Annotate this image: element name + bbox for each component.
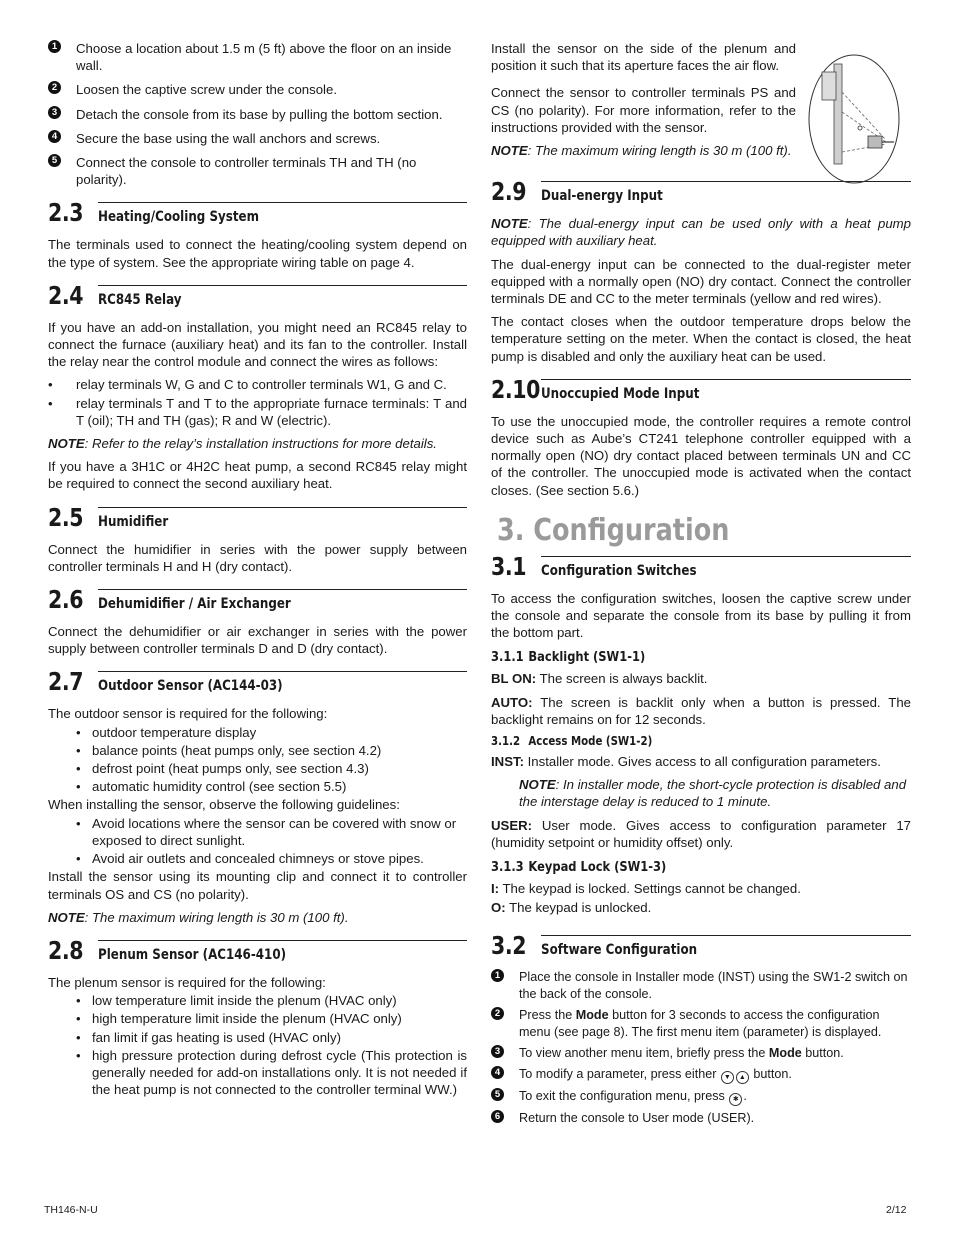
- step-4-icon: 4: [491, 1066, 504, 1079]
- section-number: 2.5: [48, 502, 84, 532]
- list-item: 5 To exit the configuration menu, press ✱ .: [491, 1088, 911, 1106]
- list-item: • high temperature limit inside the plenum (HVAC only): [48, 1010, 467, 1027]
- step-1-icon: 1: [491, 969, 504, 982]
- paragraph: Install the sensor using its mounting clip and connect it to controller terminals OS and CS (no polarity).: [48, 869, 467, 902]
- section-number: 2.10: [491, 374, 540, 404]
- section-2-5-heading: [48, 502, 467, 532]
- bullet-list: [48, 724, 467, 796]
- left-column: [48, 40, 467, 1104]
- section-2-6-heading: [48, 587, 467, 613]
- section-title: RC845 Relay: [98, 291, 182, 308]
- list-item: • relay terminals T and T to the appropriate furnace terminals: T and T (oil); TH and TH (gas); R and W (electric).: [48, 395, 467, 429]
- paragraph: Connect the humidifier in series with the power supply between controller terminals H and H (dry contact).: [48, 541, 467, 574]
- bullet-list: [48, 815, 467, 868]
- paragraph: If you have an add-on installation, you might need an RC845 relay to connect the furnace (auxiliary heat) and its fan to the controller. Install the relay near the control module and connect the wires as follows:: [48, 319, 467, 370]
- section-2-7-heading: [48, 669, 467, 695]
- paragraph: The contact closes when the outdoor temperature drops below the temperature setting on the meter. When the contact is closed, the heat pump is disabled and only the auxiliary heat can be used.: [491, 314, 911, 364]
- list-item: 1 Place the console in Installer mode (INST) using the SW1-2 switch on the back of the console.: [491, 969, 911, 1003]
- section-title: Unoccupied Mode Input: [541, 385, 700, 402]
- list-item: • high pressure protection during defrost cycle (This protection is generally needed for add-on installations only. It is not needed if the heat pump is not connected to the controller terminal WW.): [48, 1047, 467, 1099]
- paragraph: If you have a 3H1C or 4H2C heat pump, a second RC845 relay might be required to connect the second auxiliary heat.: [48, 459, 467, 492]
- list-item: 3 To view another menu item, briefly press the Mode button.: [491, 1045, 911, 1062]
- paragraph: BL ON: The screen is always backlit.: [491, 671, 708, 687]
- paragraph: O: The keypad is unlocked.: [491, 900, 652, 916]
- section-number: 3.2: [491, 930, 527, 960]
- list-item: • Avoid air outlets and concealed chimneys or stove pipes.: [48, 850, 467, 867]
- subsection-heading: 3.1.3 Keypad Lock (SW1-3): [491, 859, 667, 876]
- section-title: Dual-energy Input: [541, 188, 663, 205]
- paragraph: Connect the dehumidifier or air exchanger in series with the power supply between controller terminals D and D (dry contact).: [48, 624, 467, 657]
- section-number: 2.7: [48, 667, 84, 697]
- list-item: • fan limit if gas heating is used (HVAC only): [48, 1029, 467, 1046]
- list-item: • automatic humidity control (see section 5.5): [48, 778, 467, 795]
- paragraph: To use the unoccupied mode, the controller requires a remote control device such as Aube’s CT241 telephone controller equipped with a normally open (NO) dry contact placed between terminals UN and CC of the controller. The unoccupied mode is activated when the contact closes. (See section 5.6.): [491, 413, 911, 498]
- step-4-icon: 4: [48, 130, 61, 143]
- paragraph: The outdoor sensor is required for the following:: [48, 706, 328, 722]
- step-1-icon: 1: [48, 40, 61, 53]
- paragraph: The terminals used to connect the heating/cooling system depend on the type of system. See the appropriate wiring table on page 4.: [48, 237, 467, 270]
- step-5-icon: 5: [491, 1088, 504, 1101]
- subsection-heading: 3.1.1 Backlight (SW1-1): [491, 649, 646, 666]
- list-item: • relay terminals W, G and C to controller terminals W1, G and C.: [48, 376, 467, 393]
- note: NOTE: In installer mode, the short-cycle protection is disabled and the interstage delay is reduced to 1 minute.: [519, 777, 907, 810]
- down-arrow-icon: ▼: [721, 1071, 734, 1084]
- paragraph: AUTO: The screen is backlit only when a button is pressed. The backlight remains on for 12 seconds.: [491, 694, 911, 727]
- list-item: • defrost point (heat pumps only, see section 4.3): [48, 760, 467, 777]
- step-2-icon: 2: [491, 1007, 504, 1020]
- step-5-icon: 5: [48, 154, 61, 167]
- section-title: Plenum Sensor (AC146-410): [98, 946, 287, 963]
- list-item: 2 Press the Mode button for 3 seconds to access the configuration menu (see page 8). The first menu item (parameter) is displayed.: [491, 1007, 911, 1041]
- list-item: 4 To modify a parameter, press either ▼ ▲ button.: [491, 1066, 911, 1084]
- chapter-title: 3. Configuration: [497, 512, 730, 548]
- plenum-sensor-illustration: [806, 52, 902, 186]
- paragraph: The dual-energy input can be connected to the dual-register meter equipped with a normally open (NO) dry contact. Connect the controller terminals DE and CC to the meter terminals (yellow and red wires).: [491, 256, 911, 307]
- list-item: 4 Secure the base using the wall anchors and screws.: [48, 130, 467, 147]
- step-3-icon: 3: [491, 1045, 504, 1058]
- section-title: Outdoor Sensor (AC144-03): [98, 678, 283, 695]
- section-number: 2.9: [491, 177, 527, 207]
- right-column: [491, 40, 911, 1131]
- step-2-icon: 2: [48, 81, 61, 94]
- list-item: 1 Choose a location about 1.5 m (5 ft) above the floor on an inside wall.: [48, 40, 467, 74]
- paragraph: Install the sensor on the side of the plenum and position it such that its aperture faces the air flow.: [491, 41, 796, 74]
- list-item: • low temperature limit inside the plenum (HVAC only): [48, 992, 467, 1009]
- section-title: Heating/Cooling System: [98, 209, 259, 226]
- section-number: 3.1: [491, 551, 527, 581]
- section-title: Dehumidifier / Air Exchanger: [98, 596, 291, 613]
- paragraph: USER: User mode. Gives access to configuration parameter 17 (humidity setpoint or humidity offset) only.: [491, 817, 911, 850]
- paragraph: When installing the sensor, observe the following guidelines:: [48, 797, 400, 813]
- up-arrow-icon: ▲: [736, 1071, 749, 1084]
- list-item: 5 Connect the console to controller terminals TH and TH (no polarity).: [48, 154, 467, 188]
- list-item: • balance points (heat pumps only, see section 4.2): [48, 742, 467, 759]
- note: NOTE: The maximum wiring length is 30 m (100 ft).: [491, 143, 792, 159]
- section-2-8-heading: [48, 935, 467, 965]
- footer-doc-code: TH146-N-U: [44, 1204, 98, 1216]
- list-item: 3 Detach the console from its base by pulling the bottom section.: [48, 106, 467, 123]
- list-item: • outdoor temperature display: [48, 724, 467, 741]
- subsection-heading: 3.1.2 Access Mode (SW1-2): [491, 734, 653, 749]
- paragraph: Connect the sensor to controller terminals PS and CS (no polarity). For more information, refer to the instructions provided with the sensor.: [491, 85, 796, 135]
- section-2-4-heading: [48, 280, 467, 310]
- note: NOTE: The maximum wiring length is 30 m (100 ft).: [48, 909, 349, 925]
- footer-page-number: 2/12: [886, 1204, 907, 1216]
- section-2-10-heading: [491, 374, 911, 404]
- section-number: 2.6: [48, 585, 84, 615]
- install-steps: [48, 40, 467, 188]
- plenum-intro: [491, 40, 911, 159]
- bullet-list: [48, 376, 467, 429]
- settings-icon: ✱: [729, 1093, 742, 1106]
- section-number: 2.8: [48, 935, 84, 965]
- paragraph: To access the configuration switches, loosen the captive screw under the console and separate the console from its base by pulling it from the bottom part.: [491, 590, 911, 641]
- step-3-icon: 3: [48, 106, 61, 119]
- section-2-3-heading: [48, 200, 467, 226]
- software-config-steps: [491, 969, 911, 1127]
- paragraph: The plenum sensor is required for the following:: [48, 974, 326, 990]
- section-number: 2.3: [48, 198, 84, 228]
- list-item: 6 Return the console to User mode (USER).: [491, 1110, 911, 1127]
- section-3-1-heading: [491, 551, 911, 581]
- section-title: Configuration Switches: [541, 562, 697, 579]
- note: NOTE: Refer to the relay’s installation instructions for more details.: [48, 436, 437, 452]
- section-title: Humidifier: [98, 513, 169, 530]
- list-item: 2 Loosen the captive screw under the console.: [48, 81, 467, 98]
- section-title: Software Configuration: [541, 941, 698, 958]
- note: NOTE: The dual-energy input can be used only with a heat pump equipped with auxiliary heat.: [491, 216, 911, 249]
- paragraph: INST: Installer mode. Gives access to all configuration parameters.: [491, 754, 881, 770]
- section-3-2-heading: [491, 930, 911, 960]
- bullet-list: [48, 992, 467, 1098]
- paragraph: I: The keypad is locked. Settings cannot be changed.: [491, 881, 801, 897]
- step-6-icon: 6: [491, 1110, 504, 1123]
- list-item: • Avoid locations where the sensor can be covered with snow or exposed to direct sunlight.: [48, 815, 467, 849]
- section-number: 2.4: [48, 280, 84, 310]
